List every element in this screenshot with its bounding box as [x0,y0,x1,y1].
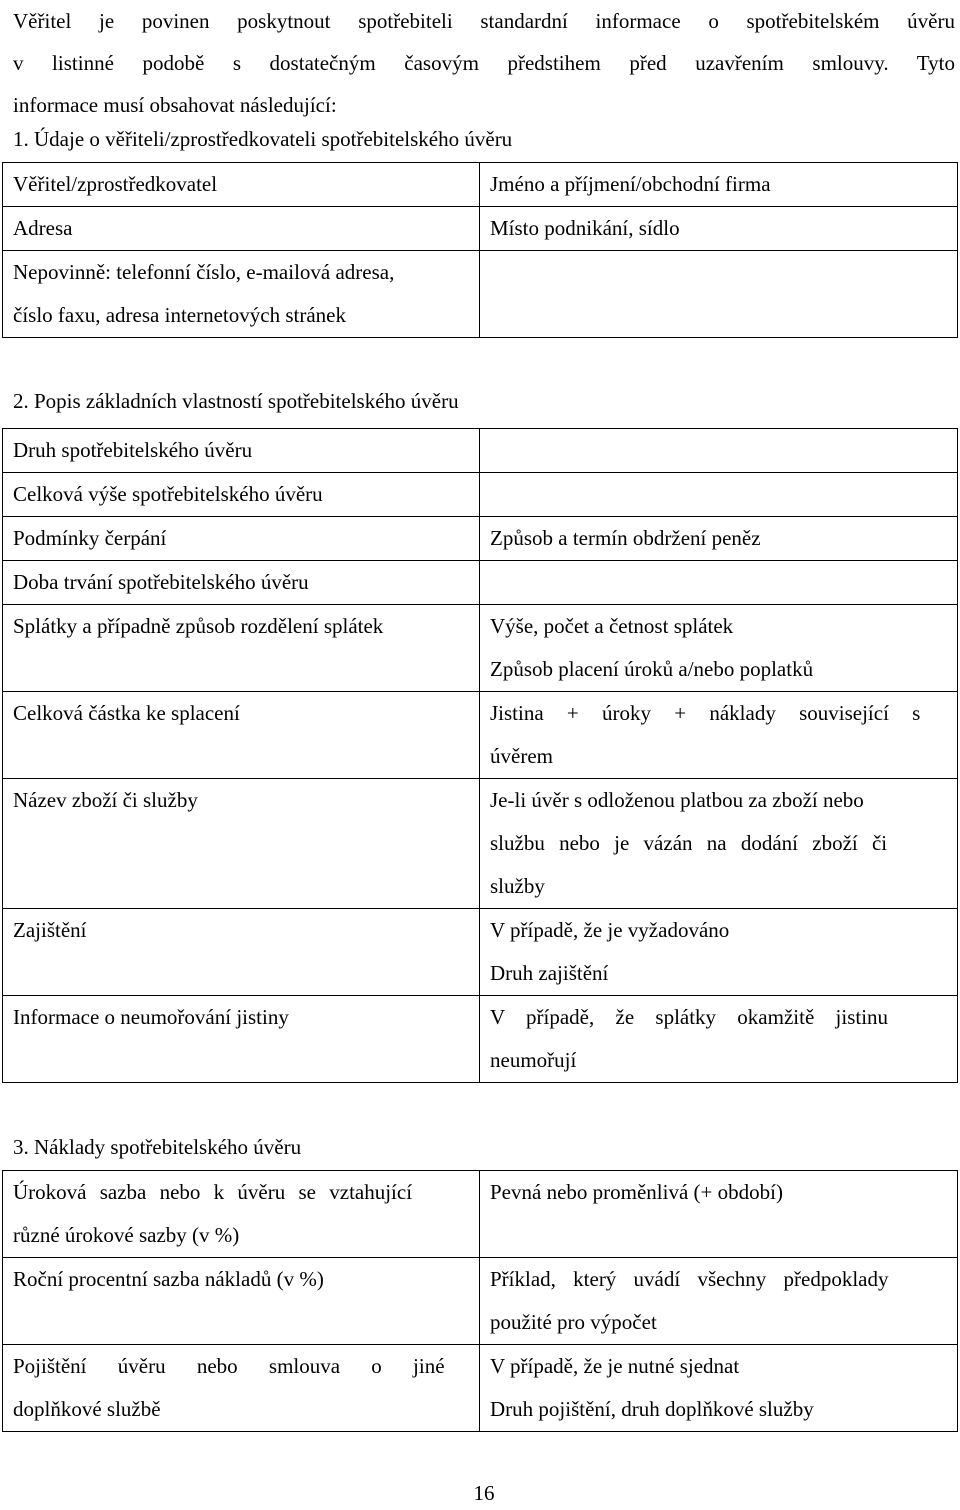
cell-line: Pojištění úvěru nebo smlouva o jiné [13,1354,445,1378]
table-cell-label: Celková výše spotřebitelského úvěru [3,473,480,517]
cell-line: použité pro výpočet [490,1310,657,1334]
table-cell-label [3,1171,480,1258]
table-row [3,561,958,605]
cell-line: Jistina + úroky + náklady související s [490,701,921,725]
table-cell-value [480,605,958,692]
cell-line: Druh zajištění [490,961,609,985]
table-cell-value [480,1345,958,1432]
table-row [3,996,958,1083]
table-cell-label: Zajištění [3,909,480,996]
table-row [3,207,958,251]
table-cell-value [480,561,958,605]
page-number: 16 [473,1481,495,1505]
section-1-heading: 1. Údaje o věřiteli/zprostředkovateli spotřebitelského úvěru [13,127,513,151]
table-cell-value: Způsob a termín obdržení peněz [480,517,958,561]
table-row [3,473,958,517]
cell-line: Úroková sazba nebo k úvěru se vztahující [13,1180,413,1204]
table-row [3,779,958,909]
table-cell-label: Informace o neumořování jistiny [3,996,480,1083]
section-3-heading: 3. Náklady spotřebitelského úvěru [13,1135,302,1159]
table-cell-value: Místo podnikání, sídlo [480,207,958,251]
table-cell-value [480,429,958,473]
table-cell-label: Adresa [3,207,480,251]
table-row [3,517,958,561]
cell-line: službu nebo je vázán na dodání zboží či [490,831,888,855]
cell-line: V případě, že je nutné sjednat [490,1354,740,1378]
intro-line: v listinné podobě s dostatečným časovým předstihem před uzavřením smlouvy. Tyto [13,51,955,75]
table-cell-value [480,251,958,338]
table-row [3,163,958,207]
table-row [3,1345,958,1432]
table-row [3,909,958,996]
cell-line: Způsob placení úroků a/nebo poplatků [490,657,814,681]
table-cell-value [480,692,958,779]
cell-line: úvěrem [490,744,553,768]
table-row [3,429,958,473]
cell-line: V případě, že splátky okamžitě jistinu [490,1005,889,1029]
table-cell-label: Celková částka ke splacení [3,692,480,779]
table-row [3,1258,958,1345]
intro-line: Věřitel je povinen poskytnout spotřebiteli standardní informace o spotřebitelském úvěru [13,9,955,33]
table-cell-label: Roční procentní sazba nákladů (v %) [3,1258,480,1345]
cell-line: neumořují [490,1048,577,1072]
table-row [3,692,958,779]
cell-line: služby [490,874,545,898]
table-cell-label: Splátky a případně způsob rozdělení splátek [3,605,480,692]
table-cell-value [480,1258,958,1345]
cell-line: číslo faxu, adresa internetových stránek [13,303,346,327]
section-3-table [2,1170,958,1432]
table-cell-label: Druh spotřebitelského úvěru [3,429,480,473]
cell-line: doplňkové službě [13,1397,161,1421]
section-1-table [2,162,958,338]
intro-line: informace musí obsahovat následující: [13,93,337,117]
table-cell-label: Věřitel/zprostředkovatel [3,163,480,207]
cell-line: Nepovinně: telefonní číslo, e-mailová adresa, [13,260,395,284]
table-cell-value [480,996,958,1083]
table-cell-value [480,473,958,517]
table-row [3,1171,958,1258]
cell-line: V případě, že je vyžadováno [490,918,730,942]
table-cell-label: Doba trvání spotřebitelského úvěru [3,561,480,605]
cell-line: Druh pojištění, druh doplňkové služby [490,1397,814,1421]
table-cell-value [480,909,958,996]
table-cell-value [480,779,958,909]
cell-line: Výše, počet a četnost splátek [490,614,734,638]
cell-line: Je-li úvěr s odloženou platbou za zboží nebo [490,788,864,812]
table-cell-label: Podmínky čerpání [3,517,480,561]
table-row [3,605,958,692]
cell-line: Příklad, který uvádí všechny předpoklady [490,1267,889,1291]
table-cell-value: Pevná nebo proměnlivá (+ období) [480,1171,958,1258]
section-2-table [2,428,958,1083]
section-2-heading: 2. Popis základních vlastností spotřebitelského úvěru [13,389,459,413]
table-row [3,251,958,338]
table-cell-label [3,251,480,338]
table-cell-value: Jméno a příjmení/obchodní firma [480,163,958,207]
intro-paragraph [13,0,955,126]
table-cell-label: Název zboží či služby [3,779,480,909]
cell-line: různé úrokové sazby (v %) [13,1223,240,1247]
table-cell-label [3,1345,480,1432]
